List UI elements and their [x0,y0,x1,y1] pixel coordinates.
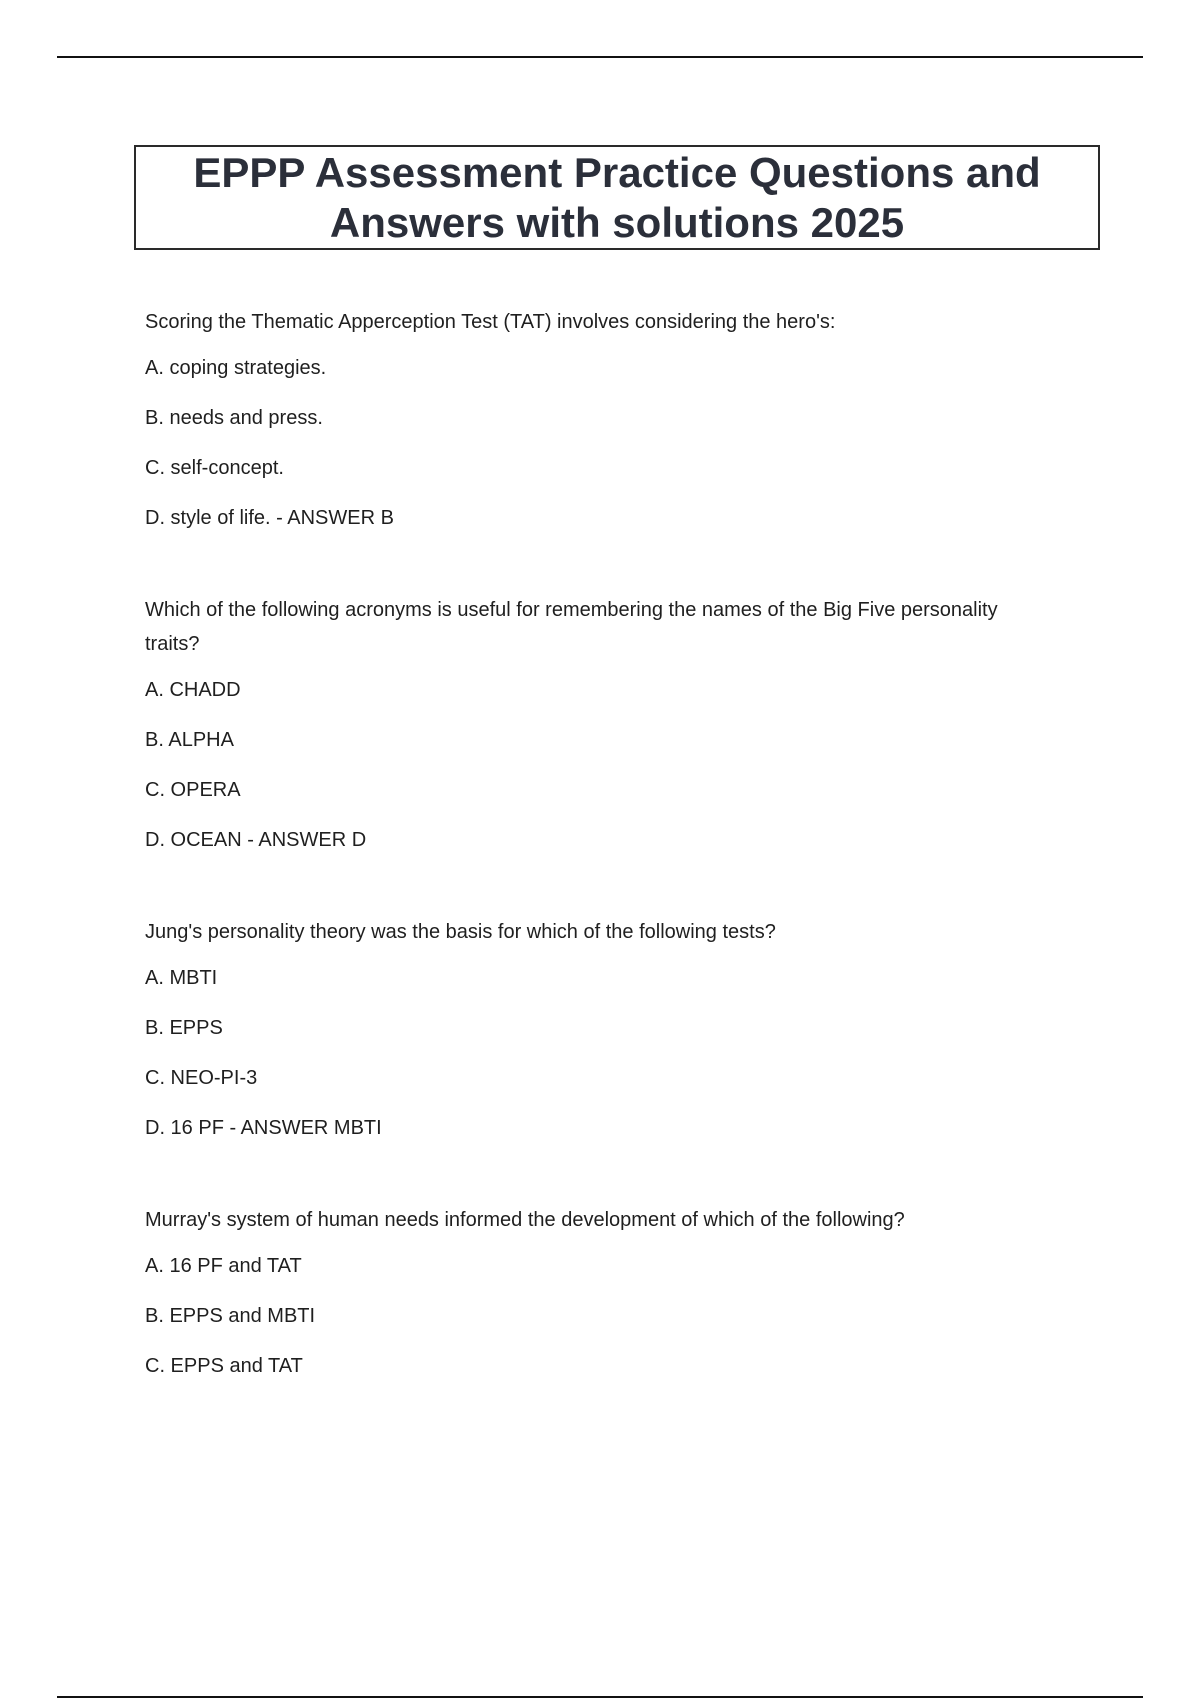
answer-option: C. OPERA [145,779,241,801]
answer-option: B. EPPS [145,1017,223,1039]
question-text: Jung's personality theory was the basis for which of the following tests? [145,921,776,943]
answer-option: C. self-concept. [145,457,284,479]
document-title: EPPP Assessment Practice Questions and Answers with solutions 2025 [193,148,1041,246]
answer-option: C. EPPS and TAT [145,1355,303,1377]
answer-option: C. NEO-PI-3 [145,1067,258,1089]
question-text: Scoring the Thematic Apperception Test (TAT) involves considering the hero's: [145,311,836,333]
answer-option: D. OCEAN - ANSWER D [145,829,367,851]
answer-option: D. style of life. - ANSWER B [145,507,394,529]
answer-option: B. ALPHA [145,729,234,751]
question-4 [145,1203,1045,1379]
top-rule [57,56,1143,58]
answer-option: A. coping strategies. [145,357,327,379]
question-text: Which of the following acronyms is useful for remembering the names of the Big Five personality traits? [145,599,998,655]
answer-option: B. needs and press. [145,407,323,429]
question-1 [145,305,1045,531]
question-text: Murray's system of human needs informed the development of which of the following? [145,1209,905,1231]
answer-option: A. 16 PF and TAT [145,1255,302,1277]
title-box [134,145,1100,250]
bottom-rule [57,1696,1143,1698]
answer-option: A. CHADD [145,679,241,701]
question-2 [145,593,1045,853]
question-list [145,305,1045,1441]
answer-option: D. 16 PF - ANSWER MBTI [145,1117,382,1139]
answer-option: A. MBTI [145,967,218,989]
question-3 [145,915,1045,1141]
answer-option: B. EPPS and MBTI [145,1305,316,1327]
